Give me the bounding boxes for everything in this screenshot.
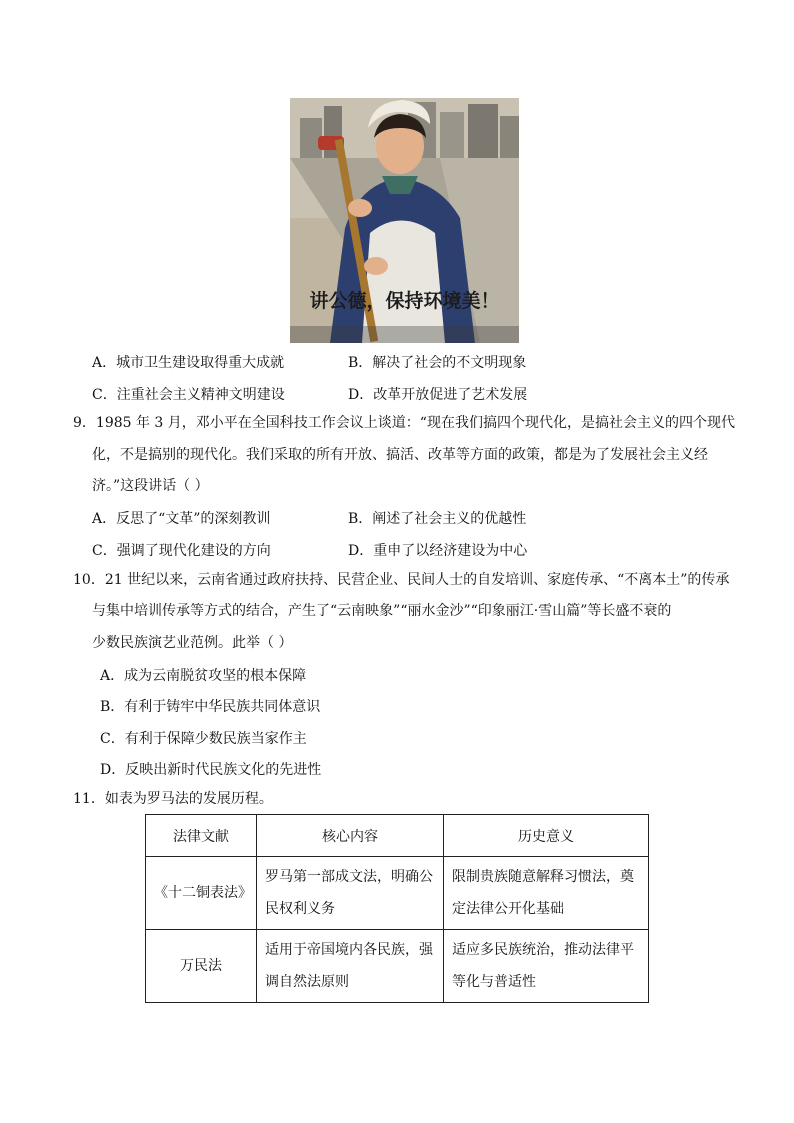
q9-option-b[interactable]: B．阐述了社会主义的优越性: [348, 511, 527, 527]
table-cell-significance: 限制贵族随意解释习惯法，奠定法律公开化基础: [444, 857, 649, 930]
q9-stem-line-3: 济。”这段讲话（ ）: [92, 478, 209, 494]
table-cell-doc: 《十二铜表法》: [146, 857, 257, 930]
roman-law-table: [145, 814, 649, 1003]
table-header-doc: 法律文献: [146, 815, 257, 857]
q10-stem-line-1: 10．21 世纪以来，云南省通过政府扶持、民营企业、民间人士的自发培训、家庭传承、“不离本土”的传承: [73, 572, 730, 588]
table-cell-content: 适用于帝国境内各民族，强调自然法原则: [257, 930, 444, 1003]
q11-stem: 11．如表为罗马法的发展历程。: [73, 791, 273, 807]
q10-option-c[interactable]: C．有利于保障少数民族当家作主: [100, 731, 307, 747]
q8-option-c[interactable]: C．注重社会主义精神文明建设: [92, 387, 285, 403]
table-row: [146, 857, 649, 930]
q9-option-d[interactable]: D．重申了以经济建设为中心: [348, 543, 528, 559]
table-header-row: [146, 815, 649, 857]
q9-option-a[interactable]: A．反思了“文革”的深刻教训: [92, 511, 271, 527]
q10-option-d[interactable]: D．反映出新时代民族文化的先进性: [100, 762, 322, 778]
table-header-content: 核心内容: [257, 815, 444, 857]
q10-option-b[interactable]: B．有利于铸牢中华民族共同体意识: [100, 699, 321, 715]
table-cell-content: 罗马第一部成文法，明确公民权利义务: [257, 857, 444, 930]
q10-stem-line-2: 与集中培训传承等方式的结合，产生了“云南映象”“丽水金沙”“印象丽江·雪山篇”等长盛不衰的: [92, 603, 672, 619]
q10-option-a[interactable]: A．成为云南脱贫攻坚的根本保障: [100, 668, 307, 684]
table-header-significance: 历史意义: [444, 815, 649, 857]
table-cell-significance: 适应多民族统治，推动法律平等化与普适性: [444, 930, 649, 1003]
q9-stem-line-1: 9．1985 年 3 月，邓小平在全国科技工作会议上谈道：“现在我们搞四个现代化，是搞社会主义的四个现代: [73, 415, 735, 431]
q9-stem-line-2: 化，不是搞别的现代化。我们采取的所有开放、搞活、改革等方面的政策，都是为了发展社会主义经: [92, 447, 708, 463]
table-row: [146, 930, 649, 1003]
q10-stem-line-3: 少数民族演艺业范例。此举（ ）: [92, 635, 293, 651]
q8-option-d[interactable]: D．改革开放促进了艺术发展: [348, 387, 528, 403]
q8-option-b[interactable]: B．解决了社会的不文明现象: [348, 355, 527, 371]
table-cell-doc: 万民法: [146, 930, 257, 1003]
q9-option-c[interactable]: C．强调了现代化建设的方向: [92, 543, 271, 559]
poster-caption: 讲公德，保持环境美！: [309, 290, 500, 312]
q8-option-a[interactable]: A．城市卫生建设取得重大成就: [92, 355, 285, 371]
poster-image: [290, 98, 519, 343]
